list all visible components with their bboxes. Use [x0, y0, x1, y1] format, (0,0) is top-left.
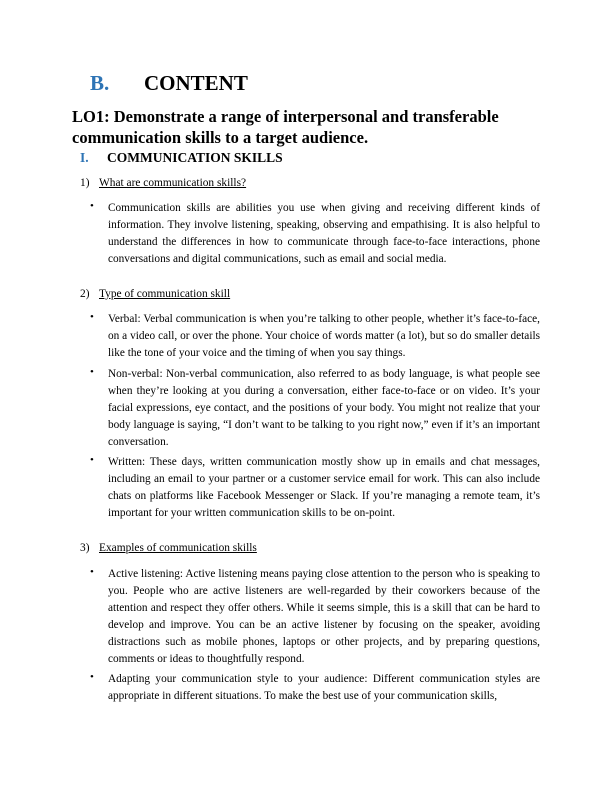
subsection-title: COMMUNICATION SKILLS [107, 150, 283, 165]
bullet-icon: • [90, 311, 94, 323]
bullet-icon: • [90, 671, 94, 683]
question-2-heading [80, 288, 230, 300]
section-title: CONTENT [144, 71, 248, 95]
q2-bullet-3: Written: These days, written communication mostly show up in emails and chat messages, including an email to your partner or a customer service email for work. This can also include chats on platforms like Facebook Messenger or Slack. If you’re managing a remote team, it’s important for your written communication skills to be on-point. [108, 456, 540, 519]
question-1-text: What are communication skills? [99, 177, 247, 189]
q3-bullet-2: Adapting your communication style to your audience: Different communication styles are appropriate in different situations. To make the best use of your communication skills, [108, 673, 540, 702]
question-2-text: Type of communication skill [99, 288, 231, 300]
subsection-heading [80, 150, 283, 166]
question-3-text: Examples of communication skills [99, 542, 257, 554]
subsection-number: I. [80, 150, 89, 165]
bullet-icon: • [90, 454, 94, 466]
q2-bullet-2: Non-verbal: Non-verbal communication, also referred to as body language, is what people see when they’re looking at you during a conversation, either face-to-face or on video. It’s your facial expressions, eye contact, and the positions of your body. You might not realize that your body language is saying, “I don’t want to be talking to you right now,” even if it’s an important conversation. [108, 368, 540, 448]
section-heading [90, 71, 248, 96]
question-1-heading [80, 177, 246, 189]
bullet-icon: • [90, 566, 94, 578]
learning-outcome-title: LO1: Demonstrate a range of interpersonal and transferable communication skills to a target audience. [72, 107, 499, 147]
question-3-number: 3) [80, 542, 90, 554]
q3-bullet-1: Active listening: Active listening means paying close attention to the person who is speaking to you. People who are active listeners are well-regarded by their coworkers because of the attention and respect they offer others. While it seems simple, this is a skill that can be hard to develop and improve. You can be an active listener by focusing on the speaker, avoiding distractions such as mobile phones, laptops or other projects, and by preparing questions, comments or ideas to thoughtfully respond. [108, 568, 540, 665]
section-letter: B. [90, 71, 110, 95]
question-1-number: 1) [80, 177, 90, 189]
question-2-number: 2) [80, 288, 90, 300]
bullet-icon: • [90, 200, 94, 212]
bullet-icon: • [90, 366, 94, 378]
q1-bullet-1: Communication skills are abilities you use when giving and receiving different kinds of information. They involve listening, speaking, observing and empathising. It is also helpful to understand the differences in how to communicate through face-to-face interactions, phone conversations and digital communications, such as email and social media. [108, 202, 540, 265]
q2-bullet-1: Verbal: Verbal communication is when you’re talking to other people, whether it’s face-to-face, on a video call, or over the phone. Your choice of words matter (a lot), but so do smaller details like the tone of your voice and the timing of when you say things. [108, 313, 540, 359]
question-3-heading [80, 542, 257, 554]
